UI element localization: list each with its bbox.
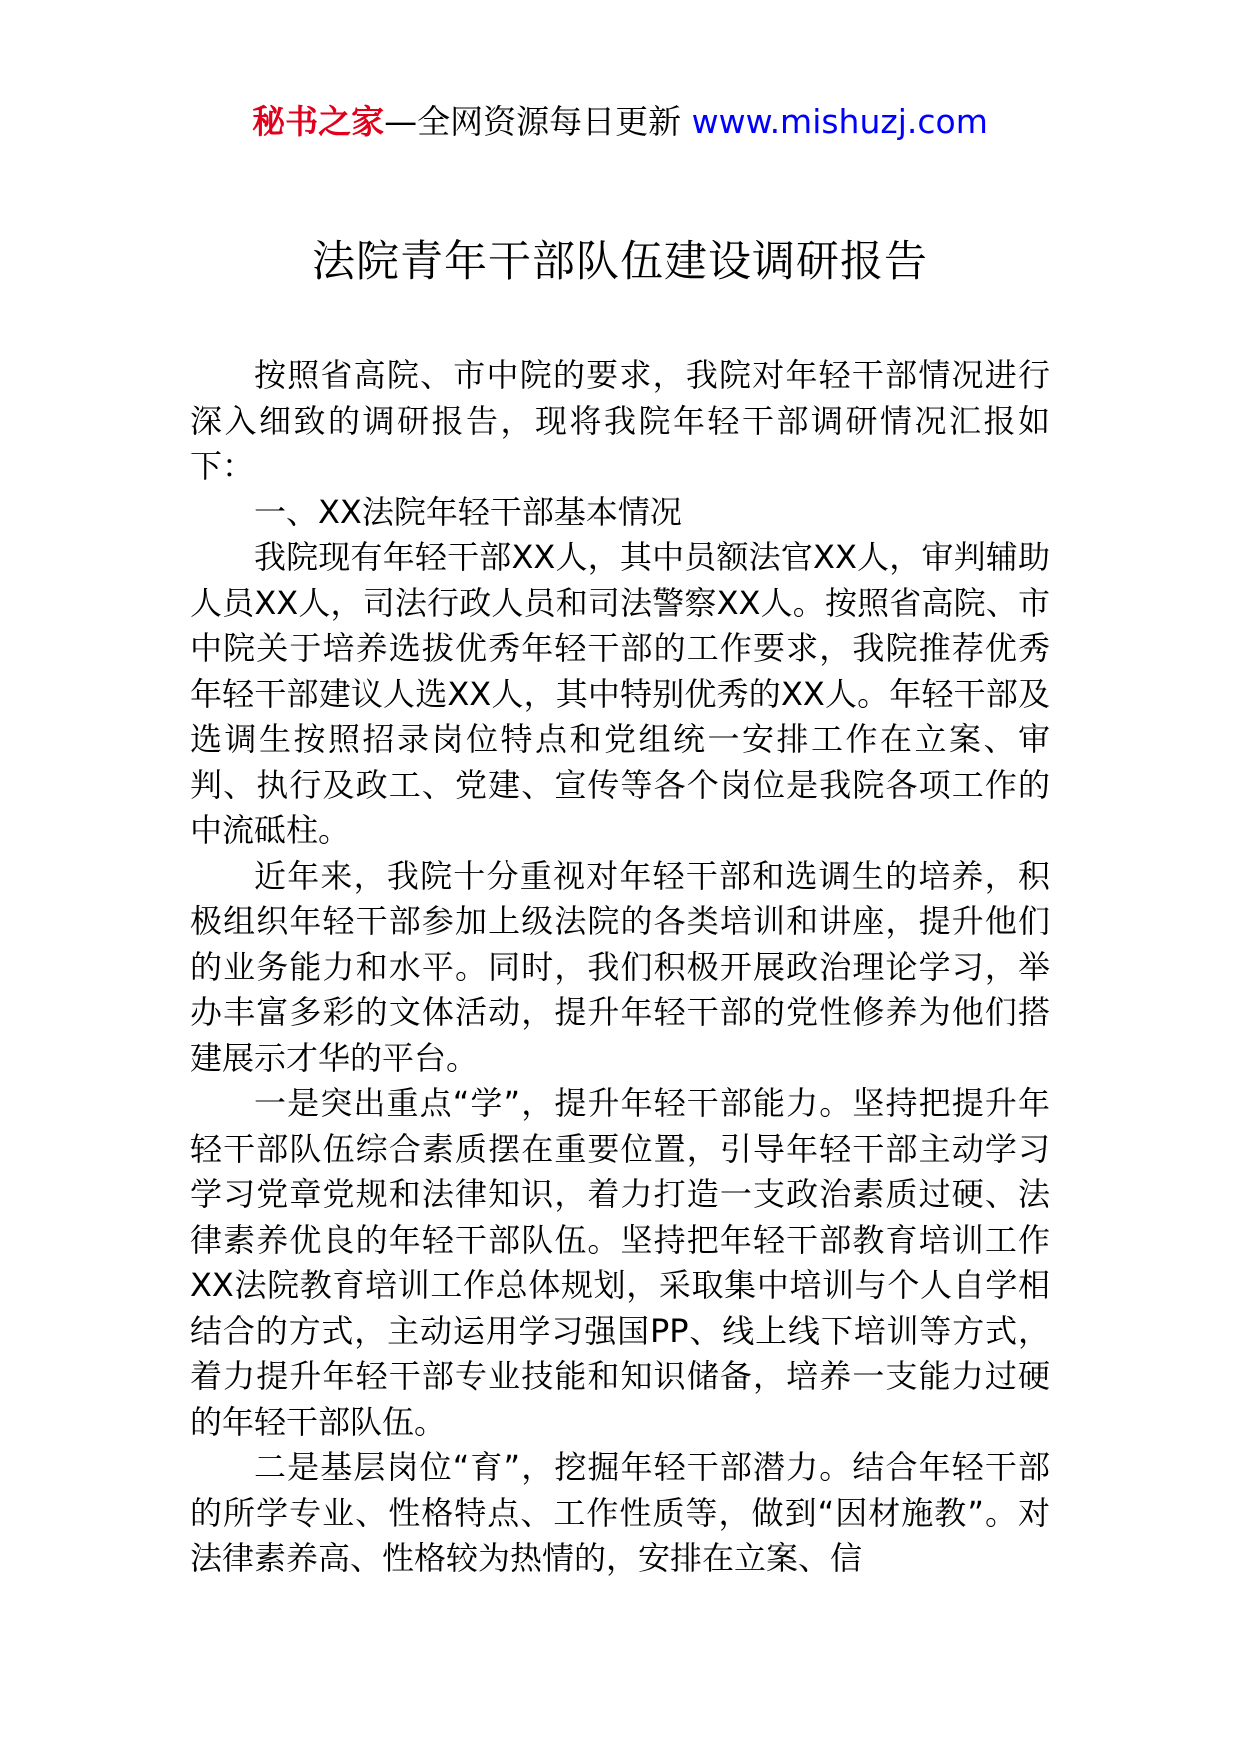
intro-paragraph: 按照省高院、市中院的要求，我院对年轻干部情况进行深入细致的调研报告，现将我院年轻干部调研情况汇报如下： — [190, 356, 1050, 485]
site-slogan: —全网资源每日更新 — [384, 102, 682, 141]
section-heading: 一、XX法院年轻干部基本情况 — [254, 492, 682, 531]
body-paragraph: 近年来，我院十分重视对年轻干部和选调生的培养，积极组织年轻干部参加上级法院的各类培训和讲座，提升他们的业务能力和水平。同时，我们积极开展政治理论学习，举办丰富多彩的文体活动，提升年轻干部的党性修养为他们搭建展示才华的平台。 — [190, 856, 1050, 1077]
body-paragraph: 二是基层岗位“育”，挖掘年轻干部潜力。结合年轻干部的所学专业、性格特点、工作性质等，做到“因材施教”。对法律素养高、性格较为热情的，安排在立案、信 — [190, 1448, 1050, 1577]
document-title: 法院青年干部队伍建设调研报告 — [312, 237, 928, 287]
body-paragraph: 我院现有年轻干部XX人，其中员额法官XX人，审判辅助人员XX人，司法行政人员和司法警察XX人。按照省高院、市中院关于培养选拔优秀年轻干部的工作要求，我院推荐优秀年轻干部建议人选XX人，其中特别优秀的XX人。年轻干部及选调生按照招录岗位特点和党组统一安排工作在立案、审判、执行及政工、党建、宣传等各个岗位是我院各项工作的中流砥柱。 — [190, 538, 1050, 849]
site-header — [0, 98, 1240, 146]
body-paragraph: 一是突出重点“学”，提升年轻干部能力。坚持把提升年轻干部队伍综合素质摆在重要位置，引导年轻干部主动学习学习党章党规和法律知识，着力打造一支政治素质过硬、法律素养优良的年轻干部队伍。坚持把年轻干部教育培训工作XX法院教育培训工作总体规划，采取集中培训与个人自学相结合的方式，主动运用学习强国PP、线上线下培训等方式，着力提升年轻干部专业技能和知识储备，培养一支能力过硬的年轻干部队伍。 — [190, 1084, 1050, 1441]
site-brand: 秘书之家 — [252, 102, 385, 141]
document-body — [190, 353, 1050, 1582]
site-url-link[interactable]: www.mishuzj.com — [691, 102, 988, 141]
